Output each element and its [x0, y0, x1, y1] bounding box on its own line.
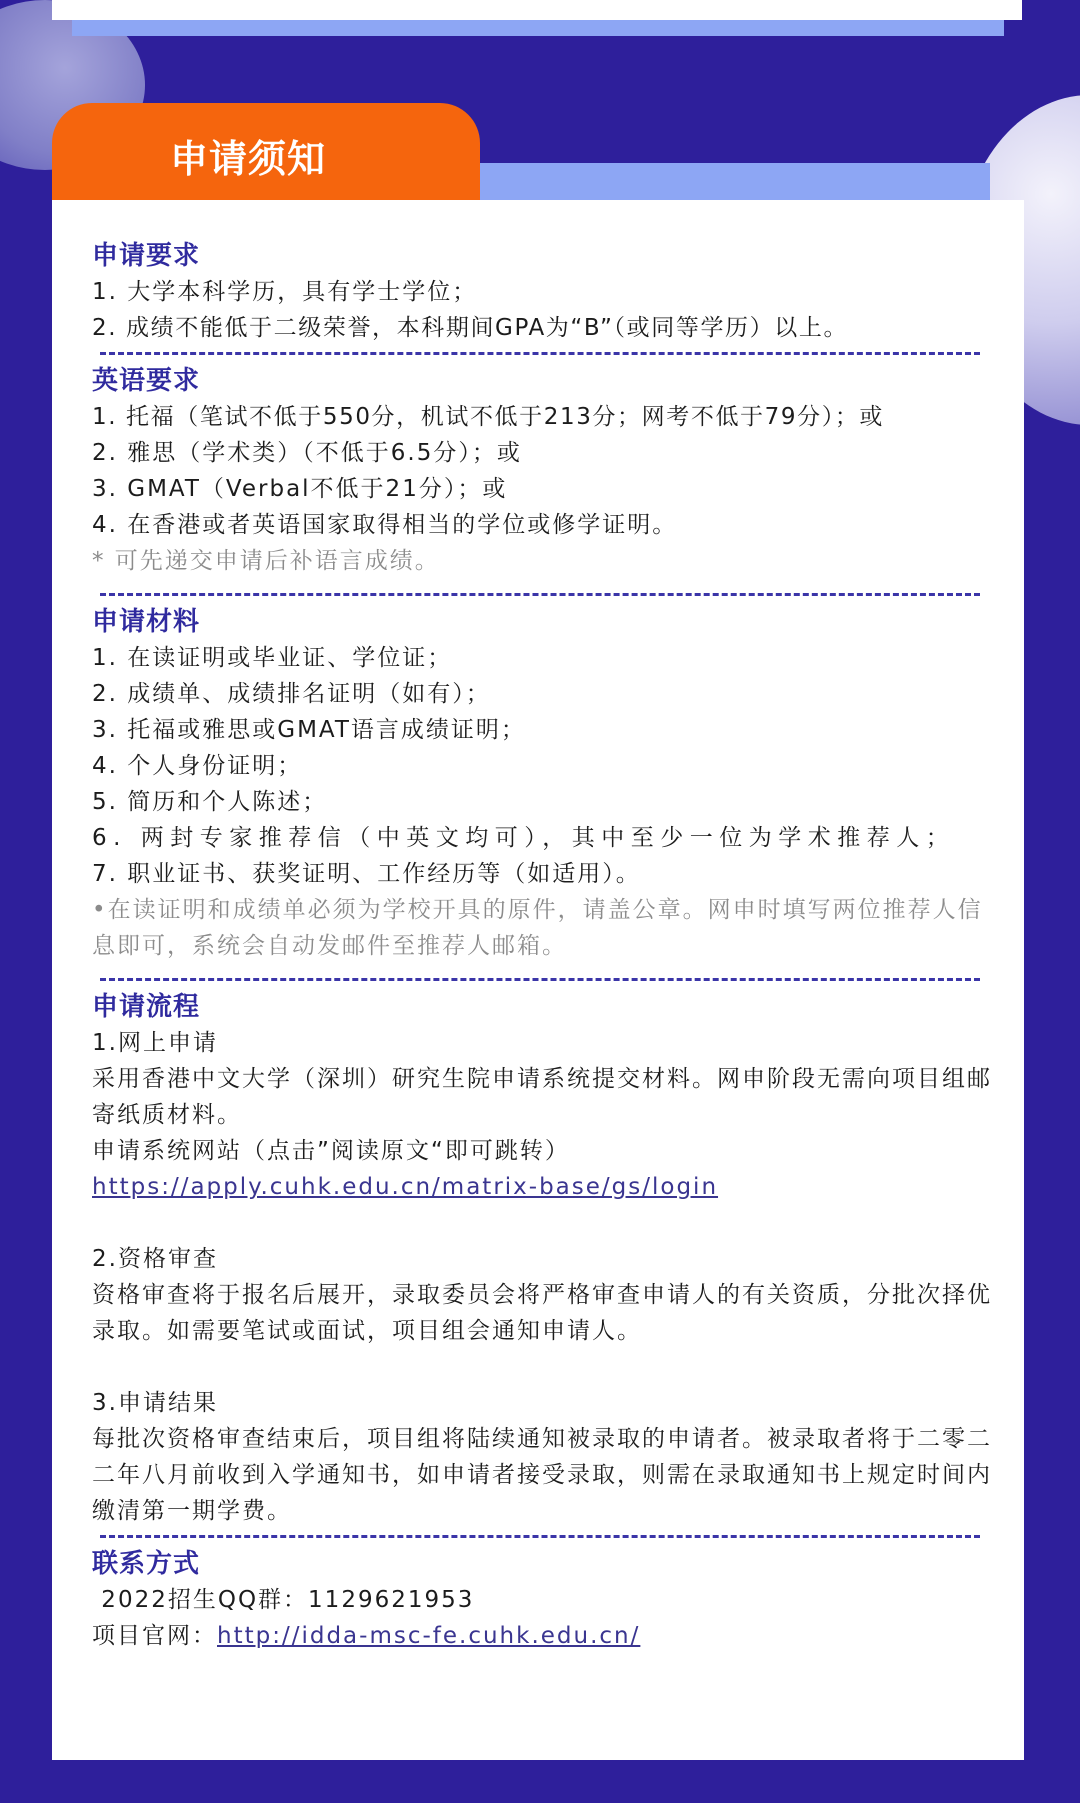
dashed-divider	[100, 1535, 980, 1538]
process-step-text: 资格审查将于报名后展开，录取委员会将严格审查申请人的有关资质，分批次择优录取。如需要笔试或面试，项目组会通知申请人。	[92, 1282, 992, 1344]
website-label: 项目官网：	[92, 1623, 217, 1649]
material-item: 2. 成绩单、成绩排名证明（如有）；	[92, 681, 491, 707]
process-step-heading: 3.申请结果	[92, 1390, 218, 1416]
process-step-text: 采用香港中文大学（深圳）研究生院申请系统提交材料。网申阶段无需向项目组邮寄纸质材料。	[92, 1066, 992, 1128]
process-title: 申请流程	[92, 992, 201, 1022]
english-note: * 可先递交申请后补语言成绩。	[92, 548, 440, 574]
process-step-heading: 2.资格审查	[92, 1246, 218, 1272]
english-item: 1. 托福（笔试不低于550分，机试不低于213分；网考不低于79分）；或	[92, 404, 885, 430]
materials-title: 申请材料	[92, 607, 201, 637]
apply-system-label: 申请系统网站（点击”阅读原文“即可跳转）	[92, 1138, 570, 1164]
requirement-item: 1. 大学本科学历，具有学士学位；	[92, 279, 478, 305]
english-item: 4. 在香港或者英语国家取得相当的学位或修学证明。	[92, 512, 678, 538]
process-step-text: 每批次资格审查结束后，项目组将陆续通知被录取的申请者。被录取者将于二零二二年八月前收到入学通知书，如申请者接受录取，则需在录取通知书上规定时间内缴清第一期学费。	[92, 1426, 992, 1524]
requirements-title: 申请要求	[92, 241, 201, 271]
english-item: 2. 雅思（学术类）（不低于6.5分）；或	[92, 440, 522, 466]
material-item: 5. 简历和个人陈述；	[92, 789, 328, 815]
material-item: 1. 在读证明或毕业证、学位证；	[92, 645, 453, 671]
dashed-divider	[100, 978, 980, 981]
english-title: 英语要求	[92, 366, 201, 396]
material-item: 3. 托福或雅思或GMAT语言成绩证明；	[92, 717, 526, 743]
content-card	[52, 200, 1024, 1760]
card-content	[92, 238, 1007, 1654]
page-title: 申请须知	[170, 136, 327, 181]
material-item: 7. 职业证书、获奖证明、工作经历等（如适用）。	[92, 861, 641, 887]
previous-card-shadow	[72, 20, 1004, 36]
contact-title: 联系方式	[92, 1549, 201, 1579]
requirement-item: 2. 成绩不能低于二级荣誉，本科期间GPA为“B”（或同等学历）以上。	[92, 315, 849, 341]
material-item: 4. 个人身份证明；	[92, 753, 303, 779]
qq-group: 2022招生QQ群：1129621953	[92, 1587, 475, 1613]
english-item: 3. GMAT（Verbal不低于21分）；或	[92, 476, 508, 502]
process-step-heading: 1.网上申请	[92, 1030, 218, 1056]
dashed-divider	[100, 593, 980, 596]
website-link[interactable]: http://idda-msc-fe.cuhk.edu.cn/	[217, 1623, 641, 1649]
materials-note: •在读证明和成绩单必须为学校开具的原件，请盖公章。网申时填写两位推荐人信息即可，系统会自动发邮件至推荐人邮箱。	[92, 897, 983, 959]
dashed-divider	[100, 352, 980, 355]
apply-system-link[interactable]: https://apply.cuhk.edu.cn/matrix-base/gs/login	[92, 1174, 719, 1200]
title-shadow-bar	[480, 163, 990, 203]
previous-card-bottom	[52, 0, 1022, 20]
material-item: 6. 两封专家推荐信（中英文均可），其中至少一位为学术推荐人；	[92, 825, 956, 851]
